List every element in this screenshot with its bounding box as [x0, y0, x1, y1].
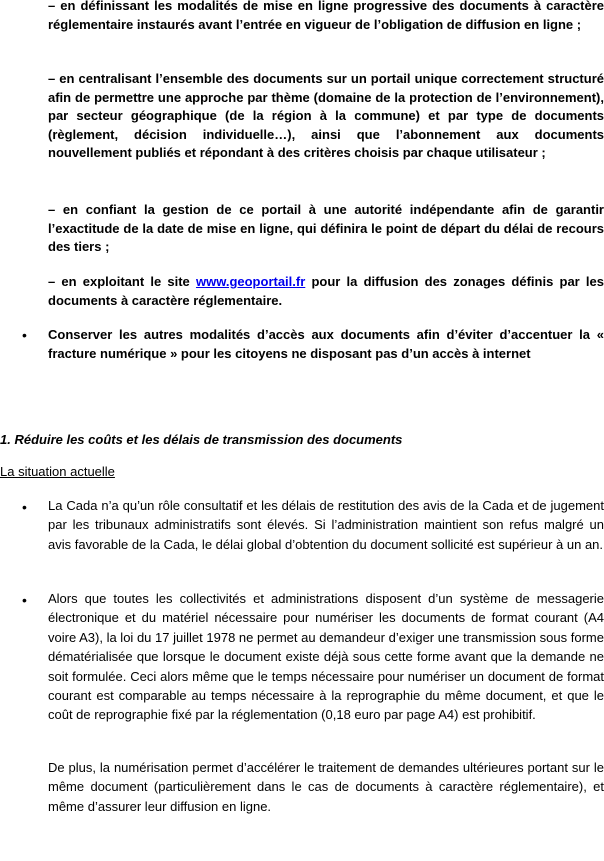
- bullet-icon: •: [22, 592, 27, 608]
- measure-bullet-other-access: Conserver les autres modalités d’accès aux documents afin d’éviter d’accentuer la « fracture numérique » pour les citoyens ne disposant pas d’un accès à internet: [48, 327, 604, 361]
- geoportail-link[interactable]: www.geoportail.fr: [195, 274, 306, 289]
- measure-paragraph-independent-authority: – en confiant la gestion de ce portail à une autorité indépendante afin de garantir l’exactitude de la date de mise en ligne, qui définira le point de départ du délai de recours des tiers ;: [48, 202, 604, 254]
- situation-item-digitization-continued: De plus, la numérisation permet d’accélérer le traitement de demandes ultérieures portant sur le même document (particulièrement dans le cas de documents à caractère réglementaire), et même d’assurer leur diffusion en ligne.: [48, 760, 604, 814]
- bullet-icon: •: [22, 327, 27, 343]
- situation-item-cada: La Cada n’a qu’un rôle consultatif et les délais de restitution des avis de la Cada et de jugement par les tribunaux administratifs sont élevés. Si l’administration maintient son refus malgré un avis favorable de la Cada, le délai global d’obtention du document sollicité est supérieur à un an.: [48, 498, 604, 552]
- measure-paragraph-central-portal: – en centralisant l’ensemble des documents sur un portail unique correctement structuré afin de permettre une approche par thème (domaine de la protection de l’environnement), par secteur géographique (de la région à la commune) et par type de documents (règlement, décision individuelle…), ainsi que l’abonnement aux documents nouvellement publiés et répondant à des critères choisis par chaque utilisateur ;: [48, 71, 604, 160]
- situation-item-digitization: Alors que toutes les collectivités et administrations disposent d’un système de messagerie électronique et du matériel nécessaire pour numériser les documents de format courant (A4 voire A3), la loi du 17 juillet 1978 ne permet au demandeur d’exiger une transmission sous forme dématérialisée que lorsque le document existe déjà sous cette forme avant que la demande ne soit formulée. Ceci alors même que le temps nécessaire pour numériser un document de format courant est comparable au temps nécessaire à la reprographie du même document, et que le coût de reprographie fixé par la réglementation (0,18 euro par page A4) est prohibitif.: [48, 591, 604, 723]
- geoportail-text-after: pour la diffusion des zonages définis par les documents à caractère réglementaire.: [48, 274, 604, 308]
- subsection-heading: La situation actuelle: [0, 464, 115, 479]
- measure-paragraph-online-publication: – en définissant les modalités de mise en ligne progressive des documents à caractère réglementaire instaurés avant l’entrée en vigueur de l’obligation de diffusion en ligne ;: [48, 0, 604, 32]
- geoportail-text-before: – en exploitant le site: [48, 274, 196, 289]
- bullet-icon: •: [22, 499, 27, 515]
- measure-paragraph-geoportail: [48, 273, 604, 310]
- section-heading: 1. Réduire les coûts et les délais de transmission des documents: [0, 432, 403, 447]
